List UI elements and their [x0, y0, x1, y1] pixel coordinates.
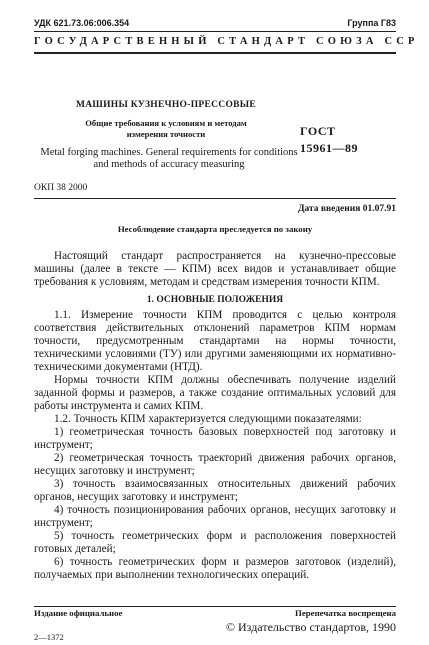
title-ru: МАШИНЫ КУЗНЕЧНО-ПРЕССОВЫЕ — [75, 100, 257, 110]
list-item: 5) точность геометрических форм и расположения поверхностей готовых деталей; — [34, 530, 396, 555]
title-en: Metal forging machines. General requirements for conditions and methods of accuracy measuring — [40, 147, 298, 170]
header-rule-bottom — [34, 52, 396, 54]
udc-code: УДК 621.73.06:006.354 — [34, 18, 130, 28]
gost-number: 15961—89 — [300, 141, 358, 155]
non-compliance-note: Несоблюдение стандарта преследуется по закону — [117, 224, 313, 234]
official-edition: Издание официальное — [34, 608, 123, 618]
gost-label: ГОСТ — [300, 124, 336, 138]
paragraph-1-1: 1.1. Измерение точности КПМ проводится с целью контроля соответствия действительных отклонений параметров КПМ нормам точности, предусмотренным стандартами на нормы точности, техническими условиями (ТУ) или другими заменяющими их нормативно-техническими документами (НТД). — [34, 309, 396, 373]
list-item: 6) точность геометрических форм и размеров заготовок (изделий), получаемых при выполнении технологических операций. — [34, 556, 396, 581]
okp-code: ОКП 38 2000 — [34, 183, 88, 193]
list-item: 1) геометрическая точность базовых поверхностей под заготовку и инструмент; — [34, 426, 396, 451]
paragraph-1-2: 1.2. Точность КПМ характеризуется следующими показателями: — [54, 413, 362, 425]
reprint-prohibited: Перепечатка воспрещена — [295, 608, 396, 618]
section-title: 1. ОСНОВНЫЕ ПОЛОЖЕНИЯ — [146, 295, 284, 305]
list-item: 2) геометрическая точность траекторий движения рабочих органов, несущих заготовку и инструмент; — [34, 452, 396, 477]
print-code: 2—1372 — [34, 632, 64, 642]
title-block-rule — [34, 198, 396, 199]
intro-paragraph: Настоящий стандарт распространяется на кузнечно-прессовые машины (далее в тексте — КПМ) всех видов и устанавливает общие требования к условиям, методам и средствам измерения точности КПМ. — [34, 250, 396, 288]
group-code: Группа Г83 — [347, 18, 396, 28]
footer-rule — [34, 606, 396, 607]
paragraph-1-1b: Нормы точности КПМ должны обеспечивать получение изделий заданной формы и размеров, а также создание оптимальных условий для работы инструмента и самих КПМ. — [34, 374, 396, 412]
subtitle-ru: Общие требования к условиям и методам измерения точности — [85, 118, 247, 139]
state-standard-banner: ГОСУДАРСТВЕННЫЙ СТАНДАРТ СОЮЗА ССР — [34, 36, 419, 47]
list-item: 3) точность взаимосвязанных относительных движений рабочих органов, несущих заготовку и инструмент; — [34, 478, 396, 503]
copyright: © Издательство стандартов, 1990 — [225, 620, 396, 634]
header-rule-top — [34, 31, 396, 32]
intro-date: Дата введения 01.07.91 — [297, 204, 396, 214]
list-item: 4) точность позиционирования рабочих органов, несущих заготовку и инструмент; — [34, 504, 396, 529]
